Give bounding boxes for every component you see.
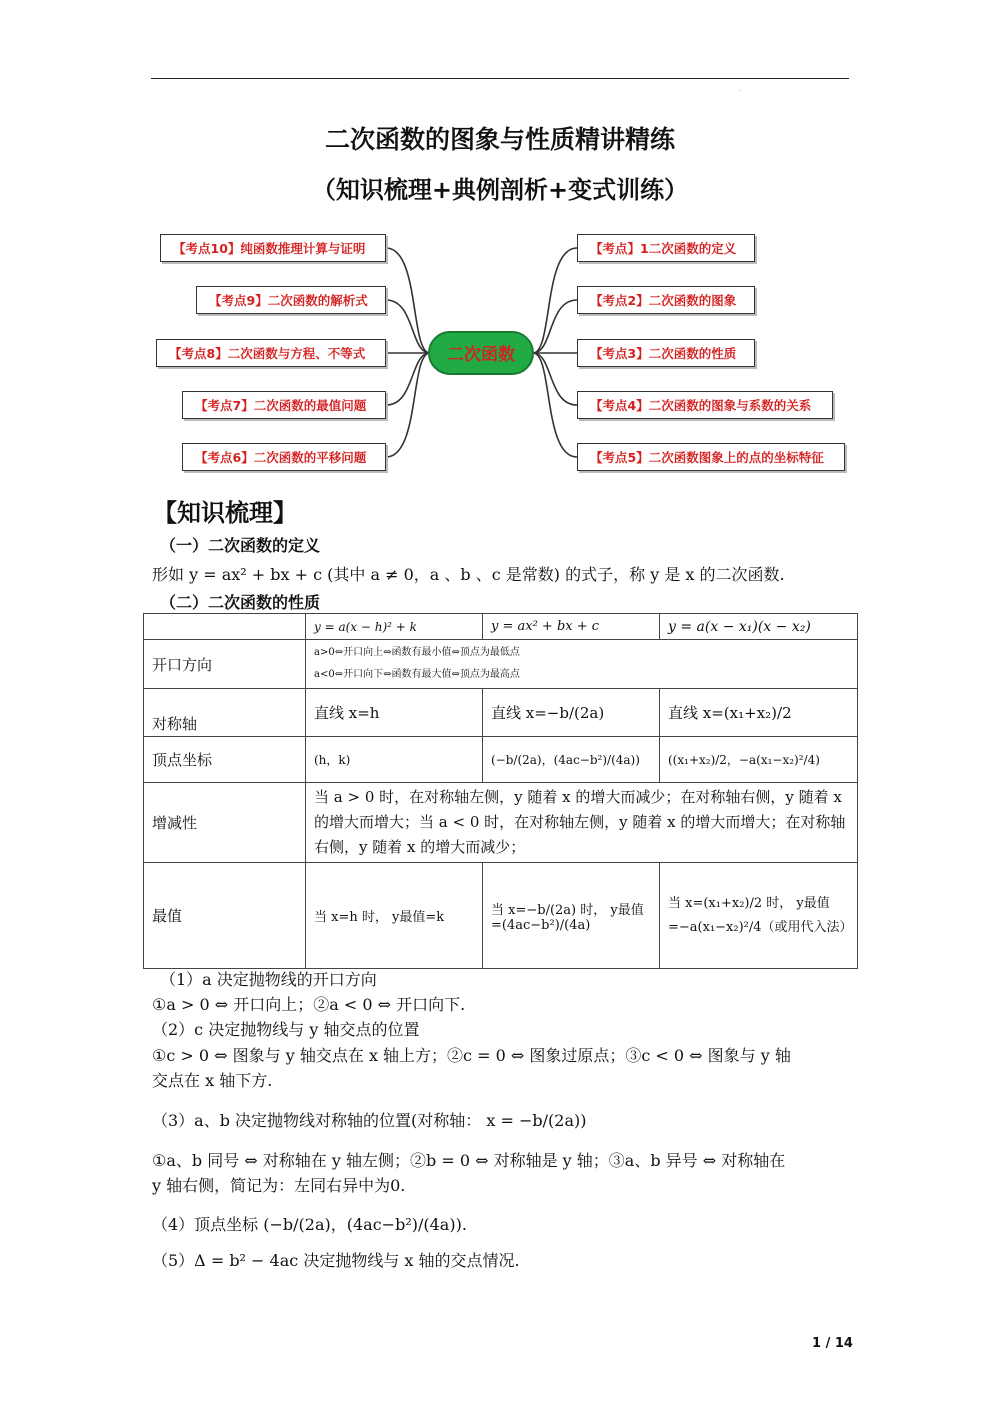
table-row xyxy=(144,640,858,689)
note-5: （5）Δ = b² − 4ac 决定抛物线与 x 轴的交点情况. xyxy=(152,1251,520,1270)
mind-map-node-left-5: 【考点6】二次函数的平移问题 xyxy=(182,443,386,471)
properties-table xyxy=(143,613,858,969)
row-label-axis: 对称轴 xyxy=(144,689,306,737)
axis-cell-3: 直线 x=(x₁+x₂)/2 xyxy=(660,689,858,737)
subsection-definition: （一）二次函数的定义 xyxy=(160,536,321,555)
row-label-vertex: 顶点坐标 xyxy=(144,737,306,783)
vertex-cell-3: ((x₁+x₂)/2，−a(x₁−x₂)²/4) xyxy=(660,737,858,783)
opening-line-2: a<0⇔开口向下⇔函数有最大值⇔顶点为最高点 xyxy=(314,669,520,680)
monotonic-cell: 当 a > 0 时，在对称轴左侧，y 随着 x 的增大而减少；在对称轴右侧，y 随着 x 的增大而增大；当 a < 0 时，在对称轴左侧，y 随着 x 的增大而增大；在对称轴右侧，y 随着 x 的增大而减少； xyxy=(306,783,858,863)
connector-left-5 xyxy=(386,353,430,457)
table-row xyxy=(144,737,858,783)
definition-text: 形如 y = ax² + bx + c (其中 a ≠ 0，a 、b 、c 是常数) 的式子，称 y 是 x 的二次函数. xyxy=(152,565,785,584)
mind-map-node-right-4: 【考点4】二次函数的图象与系数的关系 xyxy=(577,391,833,419)
table-header-vertex-form: y = a(x − h)² + k xyxy=(306,614,483,640)
header-rule xyxy=(151,78,849,79)
extreme-cell-3: 当 x=(x₁+x₂)/2 时， y最值=−a(x₁−x₂)²/4（或用代入法） xyxy=(660,863,858,969)
table-row xyxy=(144,783,858,863)
mind-map-node-left-1: 【考点10】纯函数推理计算与证明 xyxy=(160,234,386,262)
extreme-cell-1: 当 x=h 时， y最值=k xyxy=(306,863,483,969)
vertex-cell-2: (−b/(2a)，(4ac−b²)/(4a)) xyxy=(483,737,660,783)
note-2-title: （2）c 决定抛物线与 y 轴交点的位置 xyxy=(152,1020,420,1039)
table-header-intercept-form: y = a(x − x₁)(x − x₂) xyxy=(660,614,858,640)
opening-line-1: a>0⇔开口向上⇔函数有最小值⇔顶点为最低点 xyxy=(314,647,520,658)
connector-left-2 xyxy=(386,300,430,353)
opening-cell xyxy=(306,640,858,689)
row-label-monotonic: 增减性 xyxy=(144,783,306,863)
connector-right-4 xyxy=(533,353,577,405)
mind-map-node-right-5: 【考点5】二次函数图象上的点的坐标特征 xyxy=(577,443,845,471)
header-mark: · xyxy=(739,88,741,95)
subsection-properties: （二）二次函数的性质 xyxy=(160,593,321,612)
mind-map-node-left-4: 【考点7】二次函数的最值问题 xyxy=(182,391,386,419)
note-3-body-2: y 轴右侧，简记为：左同右异中为0. xyxy=(152,1176,406,1195)
extreme-cell-2: 当 x=−b/(2a) 时， y最值=(4ac−b²)/(4a) xyxy=(483,863,660,969)
table-header-empty xyxy=(144,614,306,640)
mind-map-node-right-3: 【考点3】二次函数的性质 xyxy=(577,339,755,367)
connector-left-4 xyxy=(386,353,430,405)
row-label-extreme: 最值 xyxy=(144,863,306,969)
mind-map-center: 二次函数 xyxy=(428,331,534,375)
page-title: 二次函数的图象与性质精讲精练 xyxy=(324,125,675,154)
table-header-general-form: y = ax² + bx + c xyxy=(483,614,660,640)
note-1-body: ①a > 0 ⇔ 开口向上；②a < 0 ⇔ 开口向下. xyxy=(152,995,466,1014)
table-row xyxy=(144,863,858,969)
row-label-opening: 开口方向 xyxy=(144,640,306,689)
connector-right-5 xyxy=(533,353,577,457)
page-number: 1 / 14 xyxy=(812,1336,853,1351)
note-3-body-1: ①a、b 同号 ⇔ 对称轴在 y 轴左侧；②b = 0 ⇔ 对称轴是 y 轴；③a、b 异号 ⇔ 对称轴在 xyxy=(152,1151,786,1170)
note-4: （4）顶点坐标 (−b/(2a)，(4ac−b²)/(4a)). xyxy=(152,1215,467,1234)
note-3-title: （3）a、b 决定抛物线对称轴的位置(对称轴： x = −b/(2a)) xyxy=(152,1111,587,1130)
vertex-cell-1: (h，k) xyxy=(306,737,483,783)
axis-cell-2: 直线 x=−b/(2a) xyxy=(483,689,660,737)
mind-map xyxy=(0,225,1000,475)
note-2-body-2: 交点在 x 轴下方. xyxy=(152,1071,273,1090)
connector-right-2 xyxy=(533,300,577,353)
mind-map-node-right-1: 【考点】1二次函数的定义 xyxy=(577,234,755,262)
table-header-row xyxy=(144,614,858,640)
mind-map-node-right-2: 【考点2】二次函数的图象 xyxy=(577,286,755,314)
note-1-title: （1）a 决定抛物线的开口方向 xyxy=(160,970,377,989)
axis-cell-1: 直线 x=h xyxy=(306,689,483,737)
page-subtitle: （知识梳理+典例剖析+变式训练） xyxy=(311,176,689,204)
table-row xyxy=(144,689,858,737)
mind-map-node-left-3: 【考点8】二次函数与方程、不等式 xyxy=(156,339,386,367)
note-2-body-1: ①c > 0 ⇔ 图象与 y 轴交点在 x 轴上方；②c = 0 ⇔ 图象过原点；③c < 0 ⇔ 图象与 y 轴 xyxy=(152,1046,791,1065)
section-heading: 【知识梳理】 xyxy=(153,499,297,527)
mind-map-node-left-2: 【考点9】二次函数的解析式 xyxy=(196,286,386,314)
